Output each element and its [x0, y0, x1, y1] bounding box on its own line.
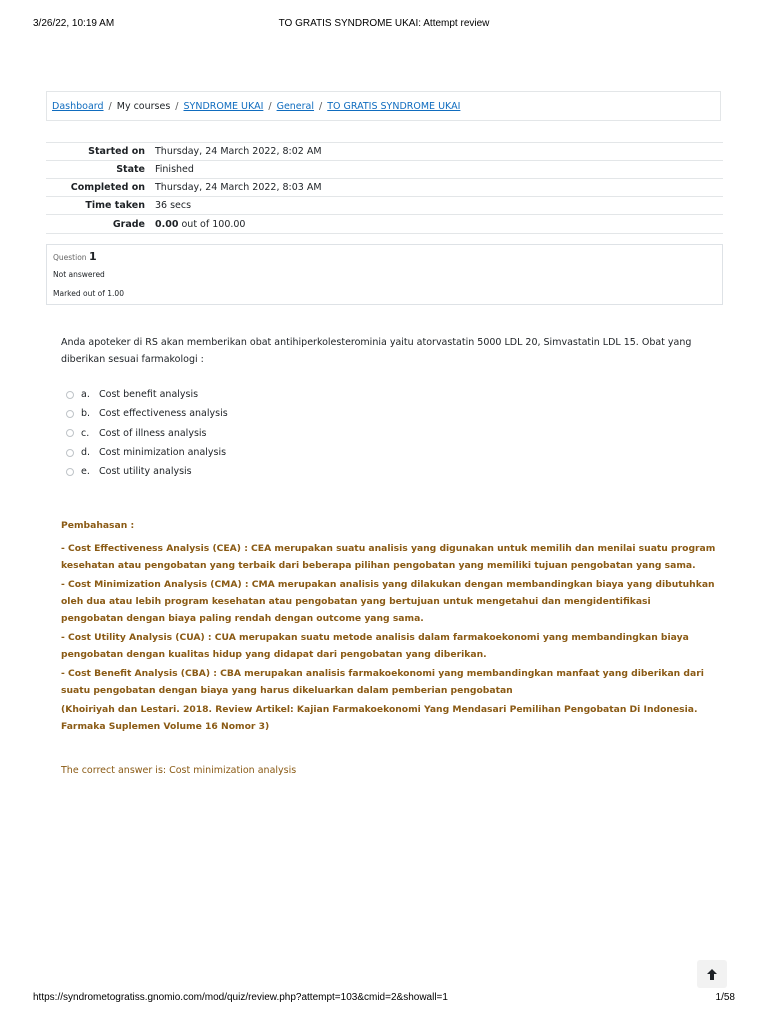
radio-button-a[interactable] [66, 391, 74, 399]
summary-row-time [46, 197, 723, 215]
answer-letter: c. [81, 427, 90, 439]
answer-option-c[interactable] [66, 424, 228, 443]
answer-option-b[interactable] [66, 404, 228, 423]
print-page-number: 1/58 [715, 992, 735, 1003]
question-marked-out-of: Marked out of 1.00 [53, 289, 124, 298]
answer-text: Cost minimization analysis [99, 447, 227, 459]
print-title: TO GRATIS SYNDROME UKAI: Attempt review [278, 18, 490, 29]
breadcrumb-separator: / [108, 101, 112, 112]
back-to-top-button[interactable] [697, 960, 727, 988]
summary-row-state [46, 161, 723, 179]
answer-letter: d. [81, 447, 91, 459]
grade-value [155, 215, 723, 234]
radio-button-c[interactable] [66, 429, 74, 437]
breadcrumb-dashboard[interactable]: Dashboard [52, 101, 104, 112]
grade-out-of: out of 100.00 [181, 218, 246, 230]
breadcrumb-section[interactable]: General [276, 101, 315, 112]
answer-text: Cost benefit analysis [99, 389, 199, 401]
attempt-summary-table [46, 142, 723, 234]
print-footer [33, 992, 735, 1006]
general-feedback [61, 517, 716, 737]
time-taken-label: Time taken [46, 197, 155, 215]
answer-option-d[interactable] [66, 443, 228, 462]
grade-label: Grade [46, 215, 155, 234]
feedback-cua: - Cost Utility Analysis (CUA) : CUA merupakan suatu metode analisis dalam farmakoekonomi yang membandingkan biaya pengobatan dengan kualitas hidup yang didapat dari pengobatan yang diberikan. [61, 632, 689, 660]
breadcrumb-separator: / [268, 101, 272, 112]
state-value: Finished [155, 161, 723, 179]
radio-button-e[interactable] [66, 468, 74, 476]
print-url: https://syndrometogratiss.gnomio.com/mod/quiz/review.php?attempt=103&cmid=2&showall=1 [33, 992, 448, 1003]
answer-options [66, 385, 228, 481]
feedback-cma: - Cost Minimization Analysis (CMA) : CMA merupakan analisis yang dilakukan dengan membandingkan biaya yang dibutuhkan oleh dua atau lebih program kesehatan atau pengobatan yang bertujuan untuk mengetahui dan mengidentifikasi pengobatan dengan biaya paling rendah dengan outcome yang sama. [61, 579, 715, 624]
answer-letter: a. [81, 389, 90, 401]
feedback-heading: Pembahasan : [61, 520, 135, 531]
breadcrumb-my-courses: My courses [116, 101, 171, 112]
completed-value: Thursday, 24 March 2022, 8:03 AM [155, 179, 723, 197]
question-number-value: 1 [88, 250, 97, 263]
print-datetime: 3/26/22, 10:19 AM [33, 18, 115, 29]
answer-option-a[interactable] [66, 385, 228, 404]
question-prefix: Question [53, 253, 87, 262]
grade-score: 0.00 [155, 218, 179, 230]
state-label: State [46, 161, 155, 179]
time-taken-value: 36 secs [155, 197, 723, 215]
breadcrumb [46, 91, 721, 121]
question-text: Anda apoteker di RS akan memberikan obat antihiperkolesterominia yaitu atorvastatin 5000 LDL 20, Simvastatin LDL 15. Obat yang diberikan sesuai farmakologi : [61, 337, 692, 365]
question-number [53, 250, 97, 263]
summary-row-grade [46, 215, 723, 234]
arrow-up-icon [707, 969, 717, 980]
breadcrumb-quiz[interactable]: TO GRATIS SYNDROME UKAI [327, 101, 461, 112]
radio-button-d[interactable] [66, 449, 74, 457]
feedback-citation: (Khoiriyah dan Lestari. 2018. Review Artikel: Kajian Farmakoekonomi Yang Mendasari Pemilihan Pengobatan Di Indonesia. Farmaka Suplemen Volume 16 Nomor 3) [61, 704, 698, 732]
feedback-cea: - Cost Effectiveness Analysis (CEA) : CEA merupakan suatu analisis yang digunakan untuk memilih dan menilai suatu program kesehatan atau pengobatan yang terbaik dari beberapa pilihan pengobatan yang memiliki tujuan pengobatan yang sama. [61, 543, 716, 571]
breadcrumb-separator: / [175, 101, 179, 112]
breadcrumb-course[interactable]: SYNDROME UKAI [183, 101, 264, 112]
breadcrumb-separator: / [319, 101, 323, 112]
question-state: Not answered [53, 270, 105, 279]
answer-letter: e. [81, 466, 90, 478]
started-label: Started on [46, 143, 155, 161]
started-value: Thursday, 24 March 2022, 8:02 AM [155, 143, 723, 161]
completed-label: Completed on [46, 179, 155, 197]
answer-text: Cost effectiveness analysis [99, 408, 228, 420]
answer-option-e[interactable] [66, 462, 228, 481]
summary-row-completed [46, 179, 723, 197]
answer-text: Cost utility analysis [99, 466, 192, 478]
radio-button-b[interactable] [66, 410, 74, 418]
answer-letter: b. [81, 408, 91, 420]
summary-row-started [46, 143, 723, 161]
answer-text: Cost of illness analysis [99, 427, 207, 439]
question-info-box [46, 244, 723, 305]
correct-answer-text: The correct answer is: Cost minimization analysis [61, 765, 297, 776]
print-header [33, 18, 735, 32]
feedback-cba: - Cost Benefit Analysis (CBA) : CBA merupakan analisis farmakoekonomi yang membandingkan manfaat yang diberikan dari suatu pengobatan dengan biaya yang harus dikeluarkan dalam pemberian pengobatan [61, 668, 704, 696]
